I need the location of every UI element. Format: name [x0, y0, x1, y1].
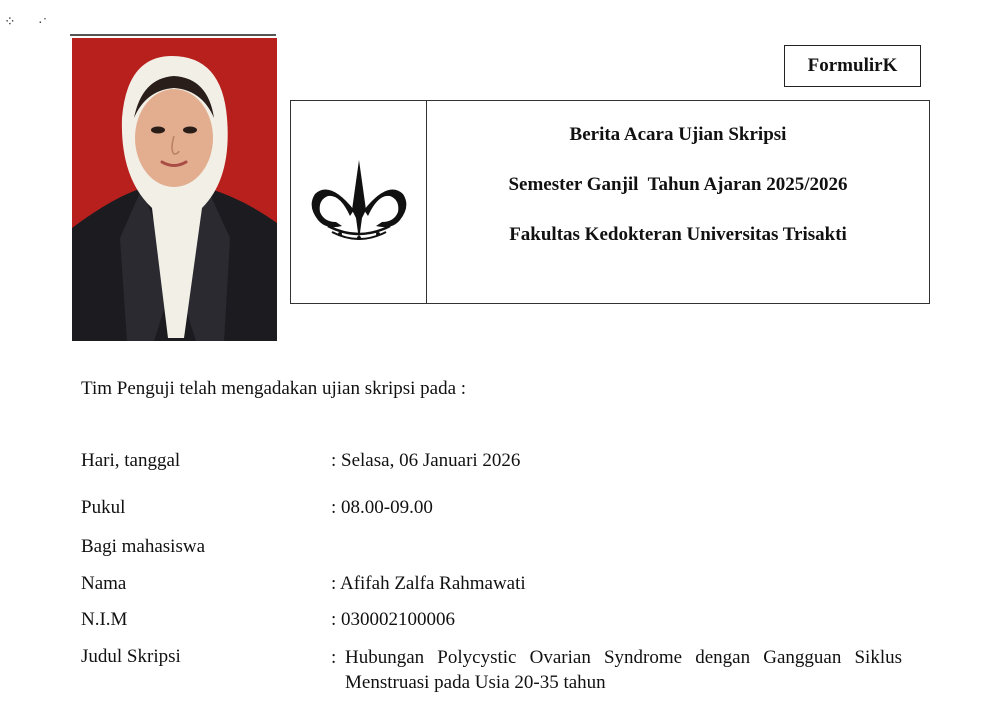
judul-value-block — [331, 645, 902, 695]
document-title: Berita Acara Ujian Skripsi — [569, 124, 787, 145]
semester-line: Semester Ganjil Tahun Ajaran 2025/2026 — [508, 174, 848, 195]
form-label-badge — [784, 45, 921, 87]
form-label-text: FormulirK — [807, 55, 898, 76]
student-photo — [72, 38, 277, 341]
header-title-block — [427, 101, 929, 303]
logo-cell — [291, 101, 427, 303]
scan-artifact: ·˙ — [38, 16, 48, 31]
nama-value: : Afifah Zalfa Rahmawati — [331, 573, 526, 594]
pukul-label: Pukul — [81, 497, 126, 518]
top-rule — [70, 34, 276, 36]
scan-artifact: ⁘ — [4, 15, 16, 30]
bagi-label: Bagi mahasiswa — [81, 536, 206, 557]
nim-value: : 030002100006 — [331, 609, 456, 630]
intro-text: Tim Penguji telah mengadakan ujian skripsi pada : — [81, 378, 467, 399]
nama-label: Nama — [81, 573, 127, 594]
document-header — [290, 100, 930, 304]
faculty-line: Fakultas Kedokteran Universitas Trisakti — [509, 224, 847, 245]
judul-value: Hubungan Polycystic Ovarian Syndrome dengan Gangguan Siklus Menstruasi pada Usia 20-35 tahun — [345, 647, 902, 693]
judul-colon: : — [331, 647, 337, 668]
hari-value: : Selasa, 06 Januari 2026 — [331, 450, 521, 471]
hari-label: Hari, tanggal — [81, 450, 181, 471]
judul-label: Judul Skripsi — [81, 646, 181, 667]
nim-label: N.I.M — [81, 609, 128, 630]
pukul-value: : 08.00-09.00 — [331, 497, 433, 518]
trisakti-logo-icon — [310, 160, 408, 245]
